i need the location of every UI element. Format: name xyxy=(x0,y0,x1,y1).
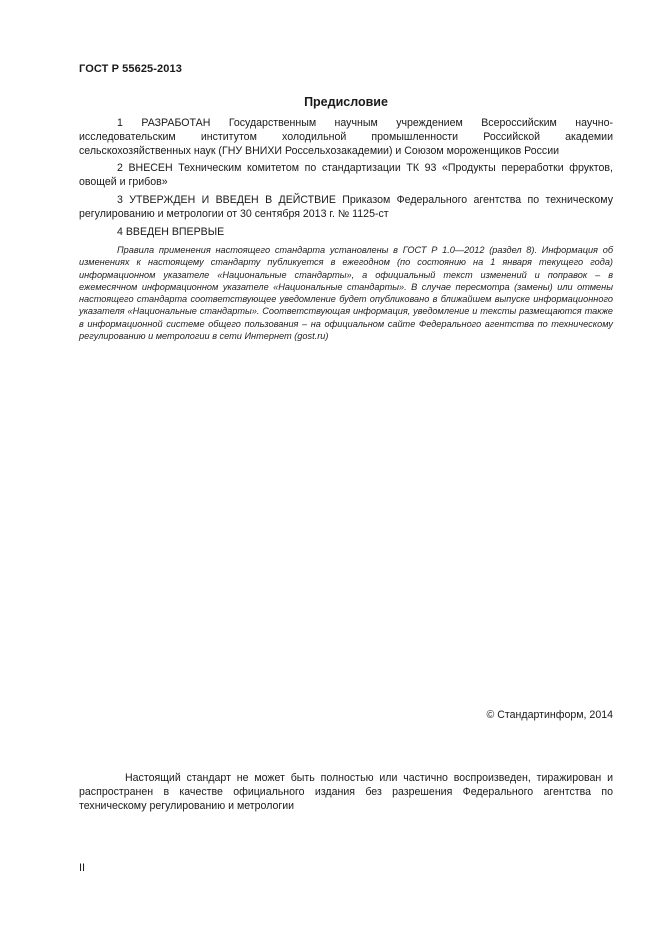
application-rules-note xyxy=(79,244,613,342)
reproduction-notice xyxy=(79,771,613,814)
paragraph-text: 2 ВНЕСЕН Техническим комитетом по стандартизации ТК 93 «Продукты переработки фруктов, овощей и грибов» xyxy=(79,162,613,189)
notice-text: Настоящий стандарт не может быть полностью или частично воспроизведен, тиражирован и распространен в качестве официального издания без разрешения Федерального агентства по техническому регулированию и метрологии xyxy=(79,772,613,813)
page-number: II xyxy=(79,862,86,874)
standard-code: ГОСТ Р 55625-2013 xyxy=(79,63,182,75)
paragraph-text: 4 ВВЕДЕН ВПЕРВЫЕ xyxy=(117,226,225,238)
paragraph-text: 3 УТВЕРЖДЕН И ВВЕДЕН В ДЕЙСТВИЕ Приказом Федерального агентства по техническому регулированию и метрологии от 30 сентября 2013 г. № 1125-ст xyxy=(79,194,613,221)
note-text: Правила применения настоящего стандарта установлены в ГОСТ Р 1.0—2012 (раздел 8). Информация об изменениях к настоящему стандарту публикуется в ежегодном (по состоянию на 1 января текущего года) информационном указателе «Национальные стандарты», а официальный текст изменений и поправок – в ежемесячном информационном указателе «Национальные стандарты». В случае пересмотра (замены) или отмены настоящего стандарта соответствующее уведомление будет опубликовано в ближайшем выпуске информационного указателя «Национальные стандарты». Соответствующая информация, уведомление и тексты размещаются также в информационной системе общего пользования – на официальном сайте Федерального агентства по техническому регулированию и метрологии в сети Интернет (gost.ru) xyxy=(79,245,613,342)
paragraph-text: 1 РАЗРАБОТАН Государственным научным учреждением Всероссийским научно-исследовательским институтом холодильной промышленности Российской академии сельскохозяйственных наук (ГНУ ВНИХИ Россельхозакадемии) и Союзом мороженщиков России xyxy=(79,117,613,158)
copyright: © Стандартинформ, 2014 xyxy=(486,709,613,721)
paragraph-approved xyxy=(79,193,613,221)
page-title: Предисловие xyxy=(304,95,388,109)
paragraph-developed xyxy=(79,116,613,159)
paragraph-introduced xyxy=(79,161,613,189)
paragraph-first-introduced xyxy=(79,225,613,239)
